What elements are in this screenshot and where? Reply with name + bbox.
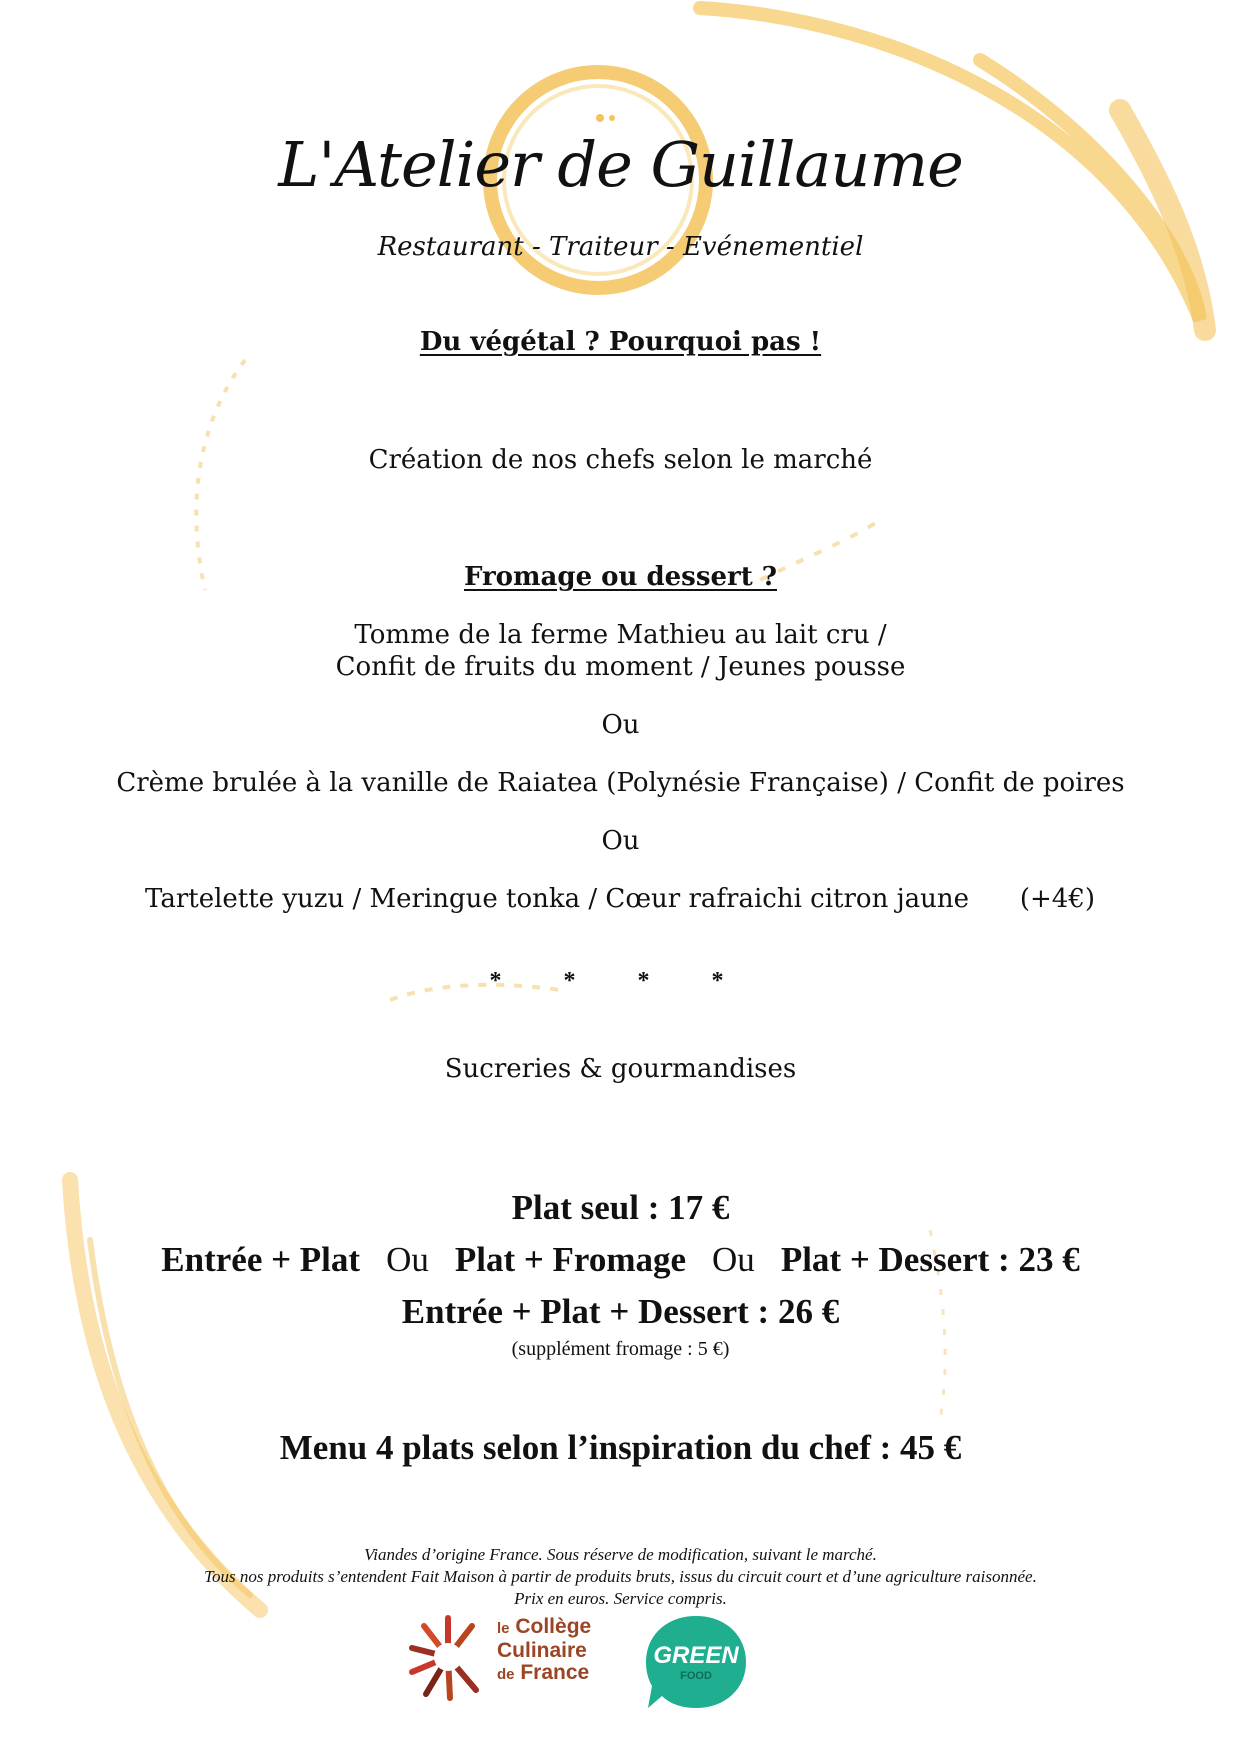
stars-separator: * * * * (489, 968, 752, 994)
vegetal-text: Création de nos chefs selon le marché (368, 445, 873, 475)
ou-separator-2: Ou (601, 826, 640, 856)
option-2: Crème brulée à la vanille de Raiatea (Polynésie Française) / Confit de poires (116, 768, 1125, 798)
college-line-1: Collège (515, 1615, 592, 1638)
college-de: de (497, 1666, 515, 1683)
option-3-supplement: (+4€) (1019, 884, 1095, 914)
price-plat-seul: Plat seul : 17 € (511, 1188, 730, 1227)
option-1-line-2: Confit de fruits du moment / Jeunes pousse (335, 652, 906, 682)
price-combo-b: Plat + Fromage (454, 1240, 687, 1279)
vegetal-heading: Du végétal ? Pourquoi pas ! (419, 327, 822, 357)
price-combo-row (0, 1240, 1241, 1280)
price-supplement: (supplément fromage : 5 €) (511, 1338, 730, 1360)
college-line-2: Culinaire (497, 1639, 587, 1662)
footer-notes (0, 1544, 1241, 1610)
option-3-row (145, 884, 1095, 914)
price-combo-a: Entrée + Plat (161, 1240, 361, 1279)
option-3: Tartelette yuzu / Meringue tonka / Cœur rafraichi citron jaune (145, 884, 970, 914)
price-combo-c: Plat + Dessert : 23 € (780, 1240, 1080, 1279)
college-culinaire-logo (400, 1608, 600, 1706)
ou-separator-1: Ou (601, 710, 640, 740)
price-ou-b: Ou (712, 1240, 755, 1279)
fromage-heading: Fromage ou dessert ? (463, 562, 777, 592)
footer-line-3: Prix en euros. Service compris. (514, 1589, 727, 1608)
food-text: FOOD (680, 1670, 712, 1682)
green-text: GREEN (653, 1642, 739, 1669)
price-trio: Entrée + Plat + Dessert : 26 € (401, 1292, 840, 1331)
college-emblem-icon (400, 1608, 496, 1706)
price-menu-4: Menu 4 plats selon l’inspiration du chef : 45 € (279, 1428, 962, 1467)
footer-line-1: Viandes d’origine France. Sous réserve de modification, suivant le marché. (364, 1545, 877, 1564)
college-line-3: France (520, 1661, 590, 1684)
footer-line-2: Tous nos produits s’entendent Fait Maison à partir de produits bruts, issus du circuit court et d’une agriculture raisonnée. (204, 1567, 1037, 1586)
college-le: le (497, 1620, 510, 1637)
price-ou-a: Ou (386, 1240, 429, 1279)
college-text (497, 1616, 591, 1686)
logo-name: L'Atelier de Guillaume (278, 128, 963, 201)
sweets-text: Sucreries & gourmandises (444, 1054, 797, 1084)
logo-tagline: Restaurant - Traiteur - Evénementiel (377, 232, 864, 262)
option-1-line-1: Tomme de la ferme Mathieu au lait cru / (354, 620, 887, 650)
green-food-logo (642, 1612, 750, 1712)
